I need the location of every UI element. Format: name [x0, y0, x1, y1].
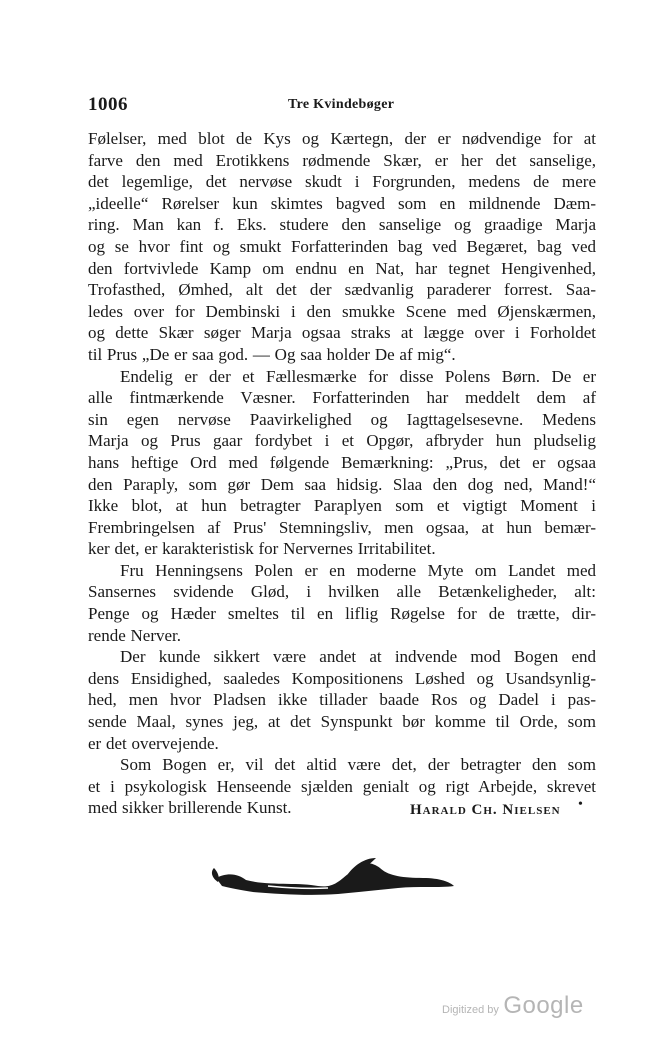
text-line: ker det, er karakteristisk for Nervernes Irritabilitet.: [88, 539, 436, 559]
text-line: og dette Skær søger Marja ogsaa straks at lægge over i Forholdet: [88, 323, 596, 343]
digitized-by-label: Digitized by: [442, 1004, 499, 1016]
text-line: sende Maal, synes jeg, at det Synspunkt bør komme til Orde, som: [88, 712, 596, 732]
page-number: 1006: [88, 94, 128, 115]
text-line: det legemlige, det nervøse skudt i Forgrunden, medens de mere: [88, 172, 596, 192]
text-line: Der kunde sikkert være andet at indvende mod Bogen end: [120, 647, 596, 667]
text-line: et i psykologisk Henseende sjælden genialt og rigt Arbejde, skrevet: [88, 776, 596, 796]
text-line: Marja og Prus gaar fordybet i et Opgør, afbryder hun pludselig: [88, 431, 596, 451]
text-line: „ideelle“ Rørelser kun skimtes bagved som en mildnende Dæm-: [88, 193, 596, 213]
text-line: er det overvejende.: [88, 733, 219, 753]
text-line: med sikker brillerende Kunst.: [88, 798, 292, 818]
text-line: og se hvor fint og smukt Forfatterinden bag ved Begæret, bag ved: [88, 236, 596, 256]
text-line: ledes over for Dembinski i den smukke Scene med Øjenskærmen,: [88, 301, 596, 321]
text-line: Sansernes svidende Glød, i hvilken alle Betænkeligheder, alt:: [88, 582, 596, 602]
text-line: Endelig er der et Fællesmærke for disse Polens Børn. De er: [120, 366, 596, 386]
text-line: hans heftige Ord med følgende Bemærkning: „Prus, det er ogsaa: [88, 452, 596, 472]
text-line: rende Nerver.: [88, 625, 182, 645]
text-line: Frembringelsen af Prus' Stemningsliv, men ogsaa, at hun bemær-: [88, 517, 596, 537]
text-line: sin egen nervøse Paavirkelighed og Iagttagelsesevne. Medens: [88, 409, 596, 429]
running-title: Tre Kvindebøger: [288, 97, 395, 112]
text-line: Følelser, med blot de Kys og Kærtegn, der er nødvendige for at: [88, 129, 596, 148]
text-line: til Prus „De er saa god. — Og saa holder De af mig“.: [88, 344, 456, 364]
text-line: farve den med Erotikkens rødmende Skær, er her det sanselige,: [88, 150, 596, 170]
text-line: dens Ensidighed, saaledes Kompositionens Løshed og Usandsynlig-: [88, 668, 596, 688]
text-line: hed, men hvor Pladsen ikke tillader baade Ros og Dadel i pas-: [88, 690, 596, 710]
text-line: alle fintmærkende Væsner. Forfatterinden har meddelt dem af: [88, 388, 596, 408]
text-line: Trofasthed, Ømhed, alt det der sædvanlig paraderer forrest. Saa-: [88, 280, 596, 300]
article-body: [88, 128, 596, 819]
digitized-watermark: [442, 992, 584, 1020]
text-line: den Paraply, som gør Dem saa hidsig. Slaa den dog ned, Mand!“: [88, 474, 596, 494]
author-signature: Harald Ch. Nielsen: [410, 802, 561, 818]
google-logo: Google: [503, 992, 584, 1019]
text-line: ring. Man kan f. Eks. studere den sanselige og graadige Marja: [88, 215, 596, 235]
text-line: Ikke blot, at hun betragter Paraplyen som et vigtigt Moment i: [88, 496, 596, 516]
text-line: Fru Henningsens Polen er en moderne Myte om Landet med: [120, 560, 596, 580]
text-line: den fortvivlede Kamp om endnu en Nat, har tegnet Hengivenhed,: [88, 258, 596, 278]
ink-speck: •: [578, 797, 583, 812]
text-line: Penge og Hæder smeltes til en liflig Røgelse for de trætte, dir-: [88, 604, 596, 624]
tailpiece-ornament-icon: [208, 852, 458, 902]
text-line: Som Bogen er, vil det altid være det, der betragter den som: [120, 755, 596, 775]
